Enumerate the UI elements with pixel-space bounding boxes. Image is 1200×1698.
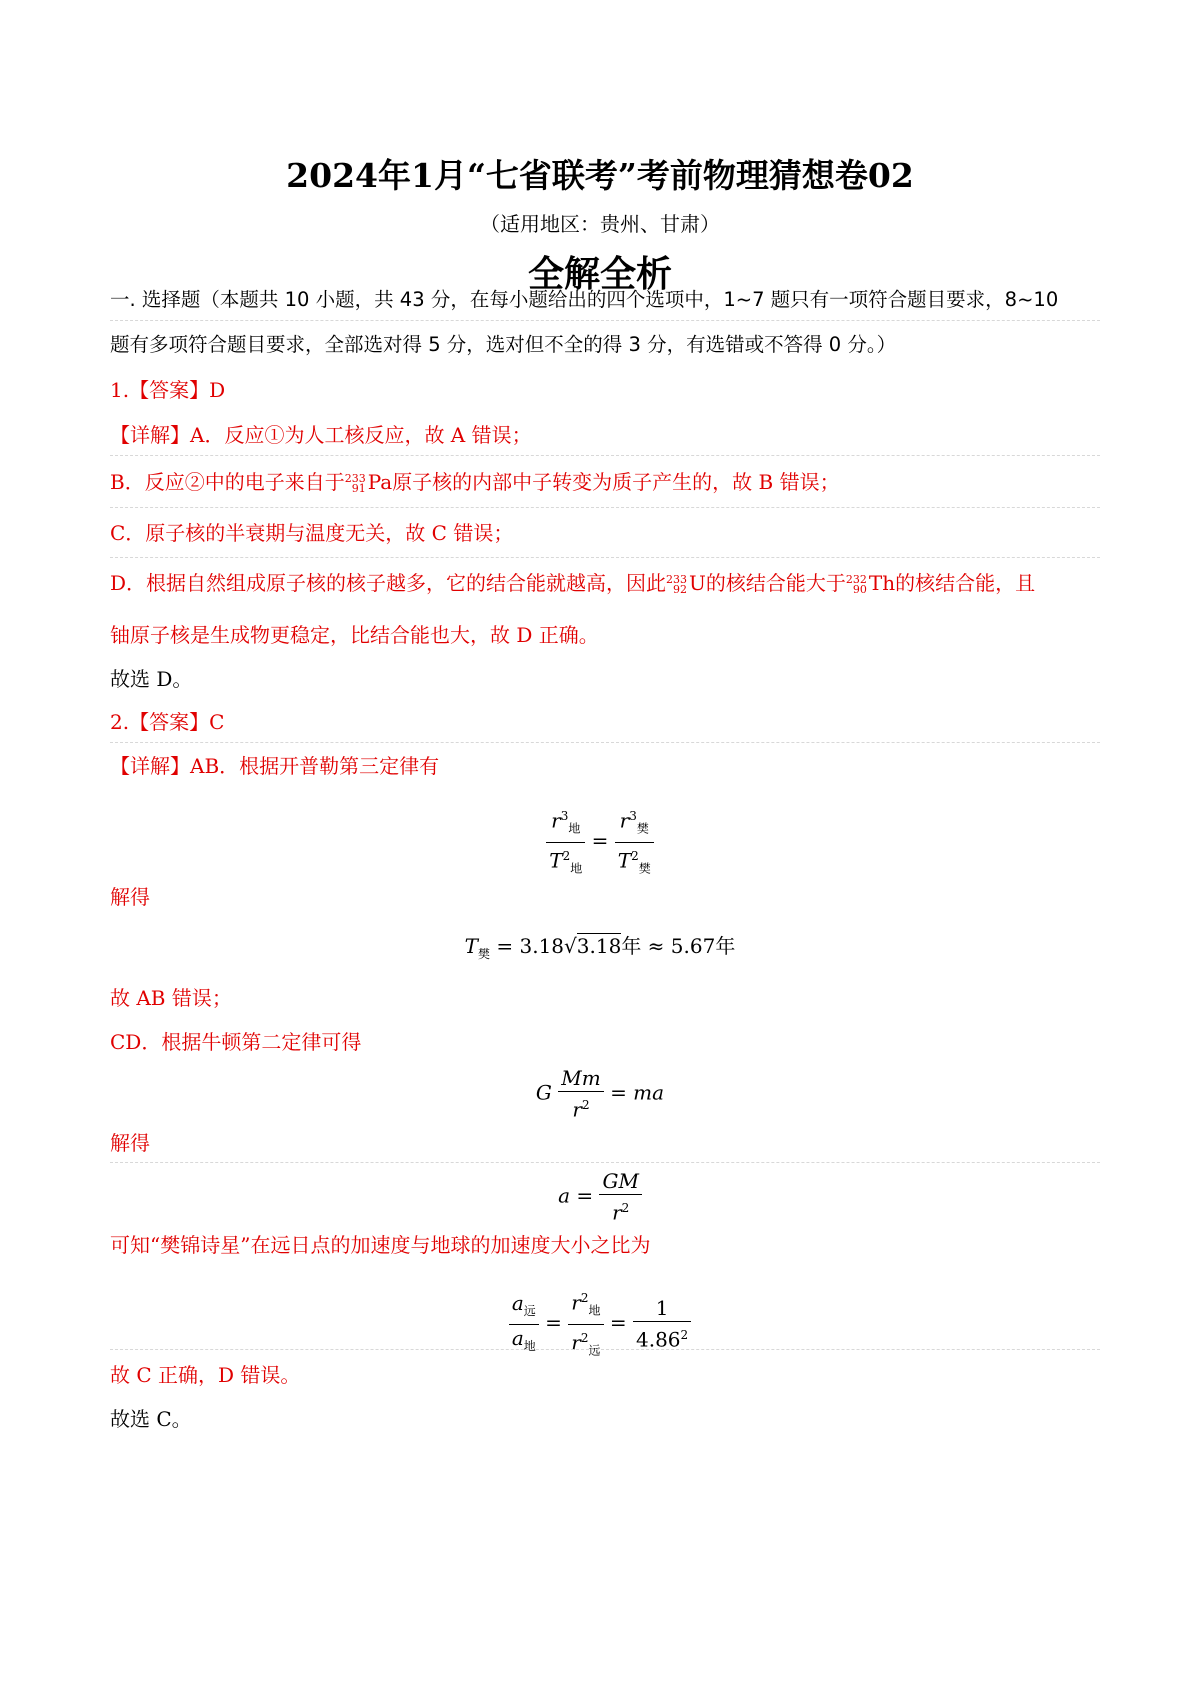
nuclide-mass: 233 [666, 572, 688, 586]
nuclide-th [845, 572, 867, 596]
q1-b-suffix: 原子核的内部中子转变为质子产生的，故 B 错误； [392, 470, 840, 494]
equals-sign: = [591, 828, 609, 853]
nuclide-z: 92 [673, 582, 688, 596]
q2-conclusion: 故选 C。 [110, 1407, 192, 1431]
q1-option-a: 【详解】A．反应①为人工核反应，故 A 错误； [110, 423, 532, 447]
section-heading: 全解全析 [527, 254, 672, 295]
fraction: $\frac{Mm}{r^2}$ [558, 1065, 603, 1123]
fraction: $\frac{1}{4.86^2}$ [633, 1295, 691, 1353]
divider [110, 507, 1100, 508]
formula-newton-second-law: G $\frac{Mm}{r^2}$ = ma [535, 1066, 665, 1122]
q1-conclusion: 故选 D。 [110, 667, 193, 691]
nuclide-z: 91 [351, 481, 366, 495]
nuclide-mass: 233 [344, 471, 366, 485]
q1-d-middle: 的核结合能大于 [705, 571, 846, 595]
divider [110, 320, 1100, 321]
divider [110, 557, 1100, 558]
q1-answer: 1.【答案】D [110, 378, 226, 402]
q2-ab-wrong: 故 AB 错误； [110, 986, 232, 1010]
nuclide-symbol: U [689, 571, 706, 595]
q1-b-prefix: B．反应②中的电子来自于 [110, 470, 345, 494]
q2-cd-explanation: CD．根据牛顿第二定律可得 [110, 1030, 362, 1054]
q1-option-d-line2: 铀原子核是生成物更稳定，比结合能也大，故 D 正确。 [110, 623, 599, 647]
divider [110, 1162, 1100, 1163]
q2-ratio-statement: 可知“樊锦诗星”在远日点的加速度与地球的加速度大小之比为 [110, 1233, 651, 1257]
formula-acceleration: a = $\frac{GM}{r^2}$ [0, 1168, 1200, 1226]
divider [110, 1349, 1100, 1350]
section-instructions-line1: 一. 选择题（本题共 10 小题，共 43 分，在每小题给出的四个选项中，1~7 题只有一项符合题目要求，8~10 [110, 288, 1059, 311]
fraction: $\frac{GM}{r^2}$ [599, 1168, 641, 1226]
formula-acceleration-ratio: $\frac{a_远}{a_地}$ = $\frac{r^2_地}{r^2_远}$ = $\frac{1}{4.86^2}$ [0, 1285, 1200, 1363]
q1-option-c: C．原子核的半衰期与温度无关，故 C 错误； [110, 521, 514, 545]
document-title: 2024年1月“七省联考”考前物理猜想卷02 [286, 156, 914, 195]
nuclide-pa [344, 471, 366, 495]
q2-solve-label-2: 解得 [110, 1131, 150, 1155]
q1-d-suffix: 的核结合能，且 [895, 571, 1036, 595]
q1-d-prefix: D．根据自然组成原子核的核子越多，它的结合能就越高，因此 [110, 571, 667, 595]
formula-period: $T_樊 = 3.18√3.18$年 ≈ 5.67年 [464, 934, 736, 961]
fraction: $\frac{a_远}{a_地}$ [509, 1290, 539, 1359]
nuclide-symbol: Th [868, 571, 896, 595]
q2-answer: 2.【答案】C [110, 710, 225, 734]
fraction: $\frac{r^2_地}{r^2_远}$ [568, 1285, 603, 1363]
nuclide-mass: 232 [845, 572, 867, 586]
formula-kepler-third-law [0, 803, 1200, 881]
document-subtitle: （适用地区：贵州、甘肃） [480, 212, 720, 236]
divider [110, 742, 1100, 743]
q2-ab-explanation: 【详解】AB．根据开普勒第三定律有 [110, 754, 440, 778]
divider [110, 455, 1100, 456]
fraction: $\frac{r^3_樊}{T^2_樊}$ [615, 803, 654, 881]
nuclide-z: 90 [852, 582, 867, 596]
fraction: $\frac{r^3_地}{T^2_地}$ [546, 803, 585, 881]
q1-option-d [110, 568, 1100, 598]
nuclide-symbol: Pa [367, 470, 393, 494]
nuclide-u [666, 572, 688, 596]
section-instructions-line2: 题有多项符合题目要求，全部选对得 5 分，选对但不全的得 3 分，有选错或不答得 0 分。） [110, 333, 897, 356]
q2-solve-label-1: 解得 [110, 885, 150, 909]
q2-c-right: 故 C 正确，D 错误。 [110, 1363, 301, 1387]
q1-option-b [110, 467, 1100, 497]
